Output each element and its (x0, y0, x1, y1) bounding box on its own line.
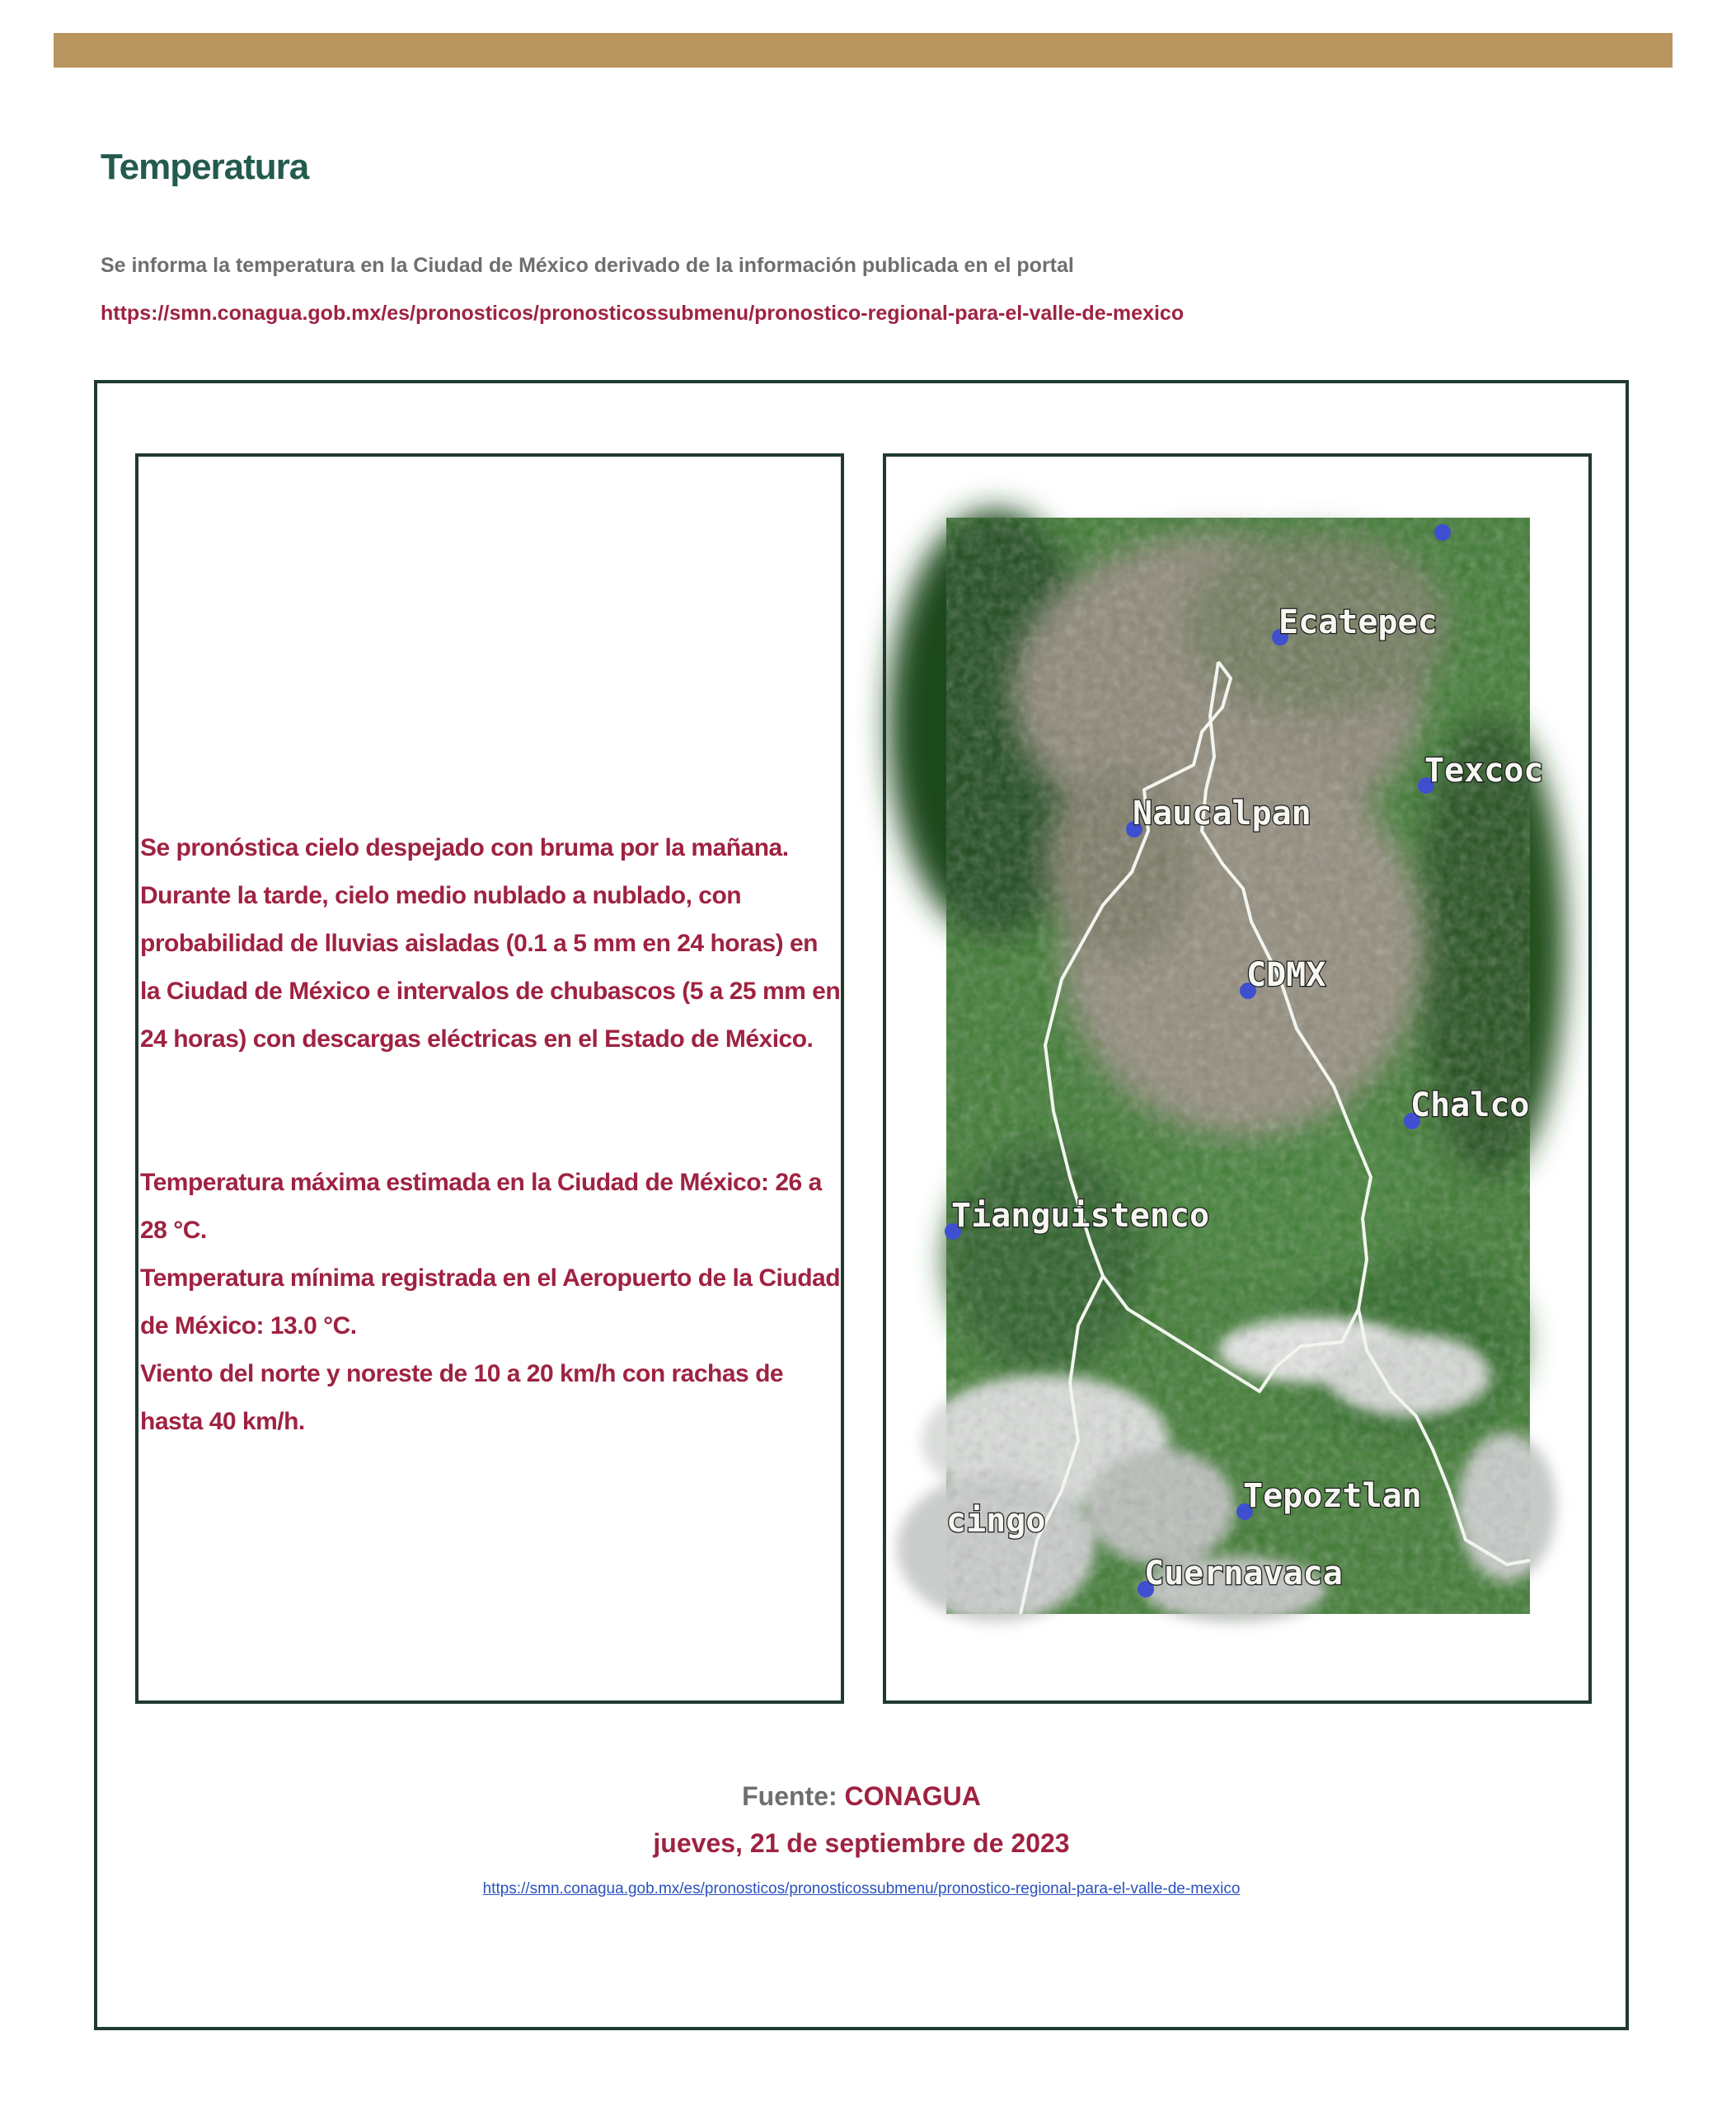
page-title: Temperatura (101, 147, 309, 187)
map-label-tianguistenco: Tianguistenco (951, 1197, 1210, 1235)
city-marker (1434, 524, 1451, 541)
top-accent-bar (54, 33, 1673, 68)
max-temperature: Temperatura máxima estimada en la Ciudad de México: 26 a 28 °C. (140, 1169, 822, 1244)
map-label-cuernavaca: Cuernavaca (1144, 1555, 1343, 1593)
source-line (94, 1772, 1629, 1820)
intro-block (101, 242, 1184, 337)
spacer (140, 1063, 841, 1159)
min-temperature: Temperatura mínima registrada en el Aeropuerto de la Ciudad de México: 13.0 °C. (140, 1264, 841, 1339)
footer-source-link[interactable]: https://smn.conagua.gob.mx/es/pronosticos/pronosticossubmenu/pronostico-regional-para-el-valle-de-mexico (482, 1880, 1241, 1898)
source-label: Fuente: (742, 1781, 838, 1811)
map-label-tepoztlan: Tepoztlan (1243, 1477, 1422, 1515)
map-texture (946, 518, 1530, 1614)
footer (94, 1772, 1629, 1912)
intro-text: Se informa la temperatura en la Ciudad de México derivado de la información publicada en el portal (101, 254, 1074, 277)
map-label-cdmx: CDMX (1246, 956, 1326, 994)
map-label-naucalpan: Naucalpan (1133, 795, 1311, 833)
portal-link[interactable]: https://smn.conagua.gob.mx/es/pronosticos/pronosticossubmenu/pronostico-regional-para-el-valle-de-mexico (101, 302, 1185, 325)
report-date: jueves, 21 de septiembre de 2023 (653, 1828, 1070, 1858)
map-label-cingo: cingo (946, 1502, 1046, 1540)
forecast-text (140, 824, 841, 1446)
map-label-texcoco: Texcoc (1424, 752, 1544, 790)
forecast-paragraph: Se pronóstica cielo despejado con bruma por la mañana. Durante la tarde, cielo medio nublado a nublado, con probabilidad de lluvias aisladas (0.1 a 5 mm en 24 horas) en la Ciudad de México e intervalos de chubascos (5 a 25 mm en 24 horas) con descargas eléctricas en el Estado de México. (140, 834, 841, 1053)
regional-satellite-map (946, 518, 1544, 1614)
map-label-ecatepec: Ecatepec (1279, 603, 1438, 641)
wind-conditions: Viento del norte y noreste de 10 a 20 km/h con rachas de hasta 40 km/h. (140, 1360, 784, 1435)
map-label-chalco: Chalco (1410, 1086, 1530, 1124)
source-name: CONAGUA (844, 1781, 981, 1811)
